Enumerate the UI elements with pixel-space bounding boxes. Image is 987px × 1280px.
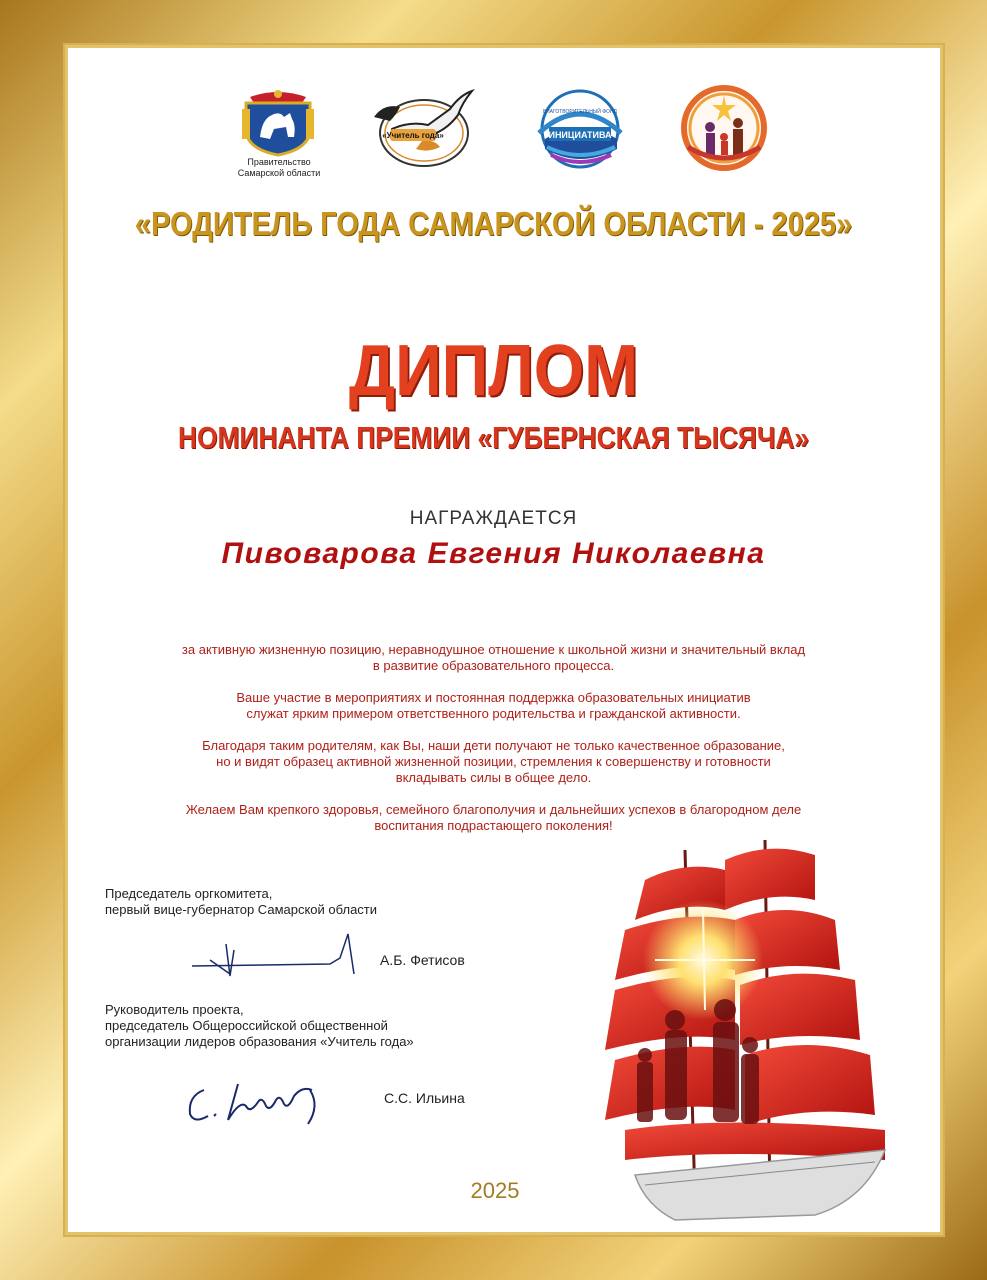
- gov-caption-line: Правительство: [247, 157, 311, 167]
- signatory-2-name: С.С. Ильина: [384, 1090, 465, 1106]
- recipient-name: Пивоварова Евгения Николаевна: [221, 537, 766, 570]
- svg-text:БЛАГОТВОРИТЕЛЬНЫЙ ФОНД: БЛАГОТВОРИТЕЛЬНЫЙ ФОНД: [543, 109, 617, 115]
- text-line: Благодаря таким родителям, как Вы, наши дети получают не только качественное образование,: [202, 738, 785, 753]
- teacher-of-the-year-logo: [370, 85, 478, 169]
- samara-coat-of-arms-icon: [240, 89, 316, 157]
- text-line: но и видят образец активной жизненной позиции, стремления к совершенству и готовности: [216, 754, 771, 769]
- paragraph: [100, 690, 887, 722]
- initiative-fund-logo: [525, 89, 635, 169]
- signatory-1-role: [105, 886, 377, 918]
- paragraph: [100, 738, 887, 786]
- signatory-2-role: [105, 1002, 414, 1050]
- text-line: Ваше участие в мероприятиях и постоянная поддержка образовательных инициатив: [236, 690, 751, 705]
- text-line: вкладывать силы в общее дело.: [395, 770, 592, 785]
- diploma-body: [100, 642, 887, 850]
- signature-1-icon: [190, 930, 365, 985]
- diploma-title: ДИПЛОМ: [348, 331, 639, 411]
- family-logo-icon: [676, 83, 772, 173]
- role-line: первый вице-губернатор Самарской области: [105, 902, 378, 917]
- signatory-1-name: А.Б. Фетисов: [380, 952, 465, 968]
- svg-text:«Учитель года»: «Учитель года»: [382, 131, 444, 140]
- government-caption: [220, 157, 338, 179]
- role-line: Председатель оргкомитета,: [105, 886, 273, 901]
- svg-text:ИНИЦИАТИВА: ИНИЦИАТИВА: [548, 130, 612, 140]
- paragraph: [100, 642, 887, 674]
- role-line: председатель Общероссийской общественной: [105, 1018, 388, 1033]
- text-line: за активную жизненную позицию, неравнодушное отношение к школьной жизни и значительный вклад: [181, 642, 806, 657]
- text-line: в развитие образовательного процесса.: [372, 658, 615, 673]
- signature-2-icon: [180, 1076, 340, 1133]
- text-line: воспитания подрастающего поколения!: [374, 818, 613, 833]
- nominee-subtitle: НОМИНАНТА ПРЕМИИ «ГУБЕРНСКАЯ ТЫСЯЧА»: [177, 420, 810, 455]
- diploma-year: 2025: [470, 1178, 520, 1203]
- scarlet-sails-ship-illustration: [585, 830, 915, 1235]
- role-line: организации лидеров образования «Учитель года»: [105, 1034, 414, 1049]
- logo-row: [0, 85, 987, 195]
- role-line: Руководитель проекта,: [105, 1002, 244, 1017]
- awarded-label: НАГРАЖДАЕТСЯ: [409, 508, 578, 529]
- text-line: служат ярким примером ответственного родительства и гражданской активности.: [246, 706, 741, 721]
- gov-caption-line: Самарской области: [237, 168, 321, 178]
- text-line: Желаем Вам крепкого здоровья, семейного благополучия и дальнейших успехов в благородном деле: [185, 802, 802, 817]
- contest-title: «РОДИТЕЛЬ ГОДА САМАРСКОЙ ОБЛАСТИ - 2025»: [134, 205, 853, 242]
